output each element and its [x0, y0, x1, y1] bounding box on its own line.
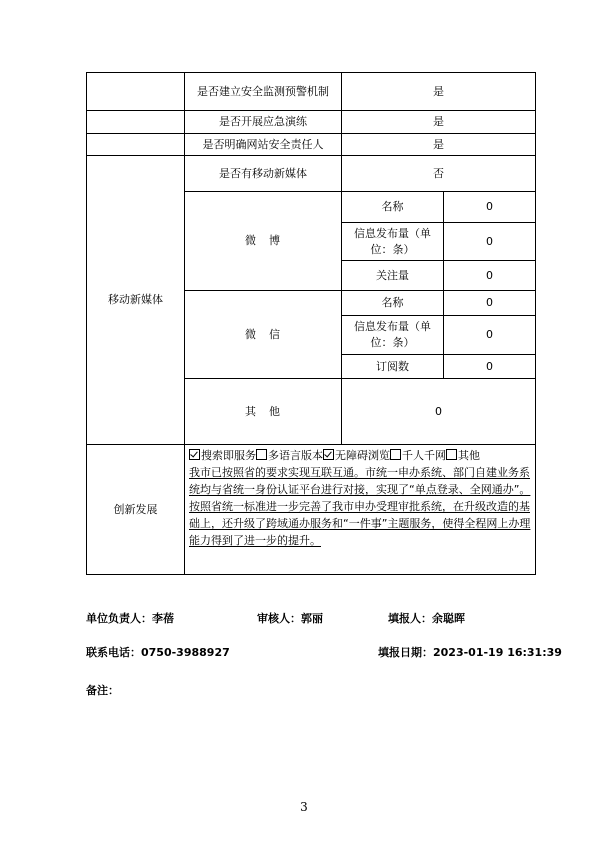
weibo-name-value: 0 — [444, 192, 536, 223]
unit-head: 单位负责人：李蓓 — [86, 612, 174, 625]
innovation-text: 我市已按照省的要求实现互联互通。市统一申办系统、部门自建业务系统均与省统一身份认证平台进行对接，实现了“单点登录、全网通办”。按照省统一标准进一步完善了我市申办受理审批系统，在升级改造的基础上，还升级了跨域通办服务和“一件事”主题服务，使得全程网上办理能力得到了进一步的提升。 — [189, 466, 531, 547]
weibo-follow-value: 0 — [444, 261, 536, 291]
monitor-value: 是 — [342, 73, 536, 111]
owner-value: 是 — [342, 134, 536, 156]
checkbox-label-1: 搜索即服务 — [201, 449, 256, 462]
innovation-label: 创新发展 — [87, 445, 185, 575]
wechat-info-label: 信息发布量（单位：条） — [342, 316, 444, 355]
other-label: 其 他 — [185, 379, 342, 445]
wechat-sub-value: 0 — [444, 355, 536, 379]
media-section-label: 移动新媒体 — [87, 156, 185, 445]
checkbox-4[interactable] — [390, 449, 401, 460]
note-label: 备注： — [86, 684, 119, 697]
innovation-content — [185, 445, 536, 575]
checkbox-label-3: 无障碍浏览 — [335, 449, 390, 462]
innovation-options — [189, 447, 531, 464]
wechat-name-value: 0 — [444, 291, 536, 316]
weibo-info-value: 0 — [444, 223, 536, 261]
wechat-info-value: 0 — [444, 316, 536, 355]
checkbox-label-4: 千人千网 — [402, 449, 446, 462]
fill-date: 填报日期：2023-01-19 16:31:39 — [378, 646, 562, 659]
page-number: 3 — [300, 800, 308, 814]
report-table — [86, 72, 536, 575]
wechat-label: 微 信 — [185, 291, 342, 379]
weibo-info-label: 信息发布量（单位：条） — [342, 223, 444, 261]
weibo-label: 微 博 — [185, 192, 342, 291]
owner-label: 是否明确网站安全责任人 — [185, 134, 342, 156]
drill-label: 是否开展应急演练 — [185, 111, 342, 134]
weibo-name-label: 名称 — [342, 192, 444, 223]
checkbox-label-2: 多语言版本 — [268, 449, 323, 462]
monitor-label: 是否建立安全监测预警机制 — [185, 73, 342, 111]
has-media-label: 是否有移动新媒体 — [185, 156, 342, 192]
checkbox-2[interactable] — [256, 449, 267, 460]
wechat-sub-label: 订阅数 — [342, 355, 444, 379]
weibo-follow-label: 关注量 — [342, 261, 444, 291]
checkbox-3[interactable] — [323, 449, 334, 460]
contact-phone: 联系电话：0750-3988927 — [86, 646, 230, 659]
reviewer: 审核人：郭丽 — [257, 612, 323, 625]
drill-value: 是 — [342, 111, 536, 134]
has-media-value: 否 — [342, 156, 536, 192]
checkbox-label-5: 其他 — [458, 449, 480, 462]
other-value: 0 — [342, 379, 536, 445]
checkbox-1[interactable] — [189, 449, 200, 460]
filler: 填报人：余聪晖 — [388, 612, 465, 625]
wechat-name-label: 名称 — [342, 291, 444, 316]
checkbox-5[interactable] — [446, 449, 457, 460]
